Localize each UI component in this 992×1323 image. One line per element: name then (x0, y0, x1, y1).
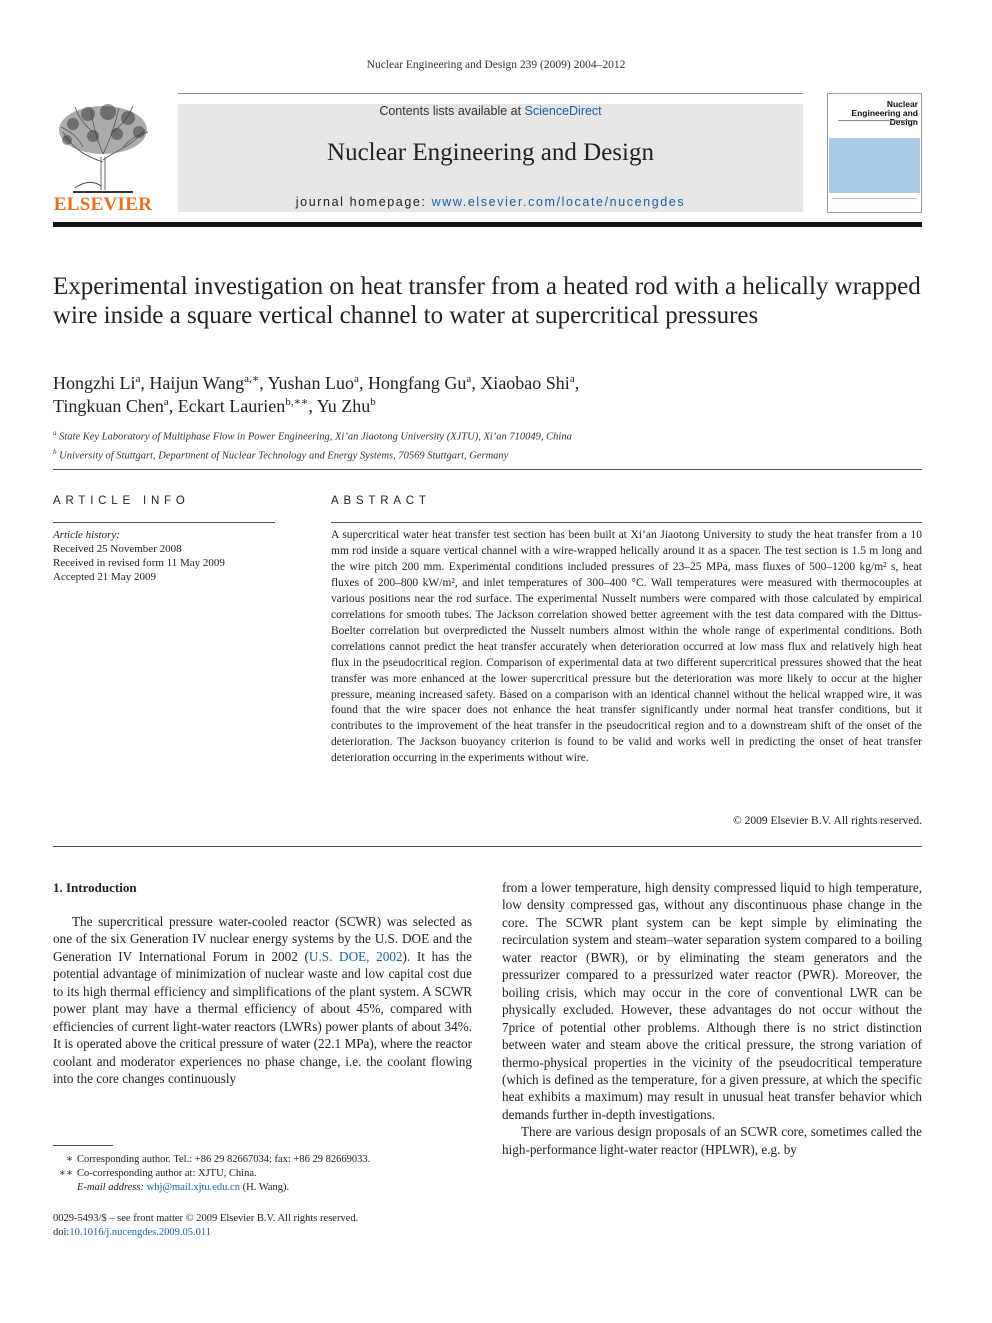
cover-subtitle-rule (838, 120, 916, 124)
article-info-rule (53, 522, 275, 523)
body-left-column (53, 913, 472, 1088)
body-right-column (502, 879, 922, 1158)
cover-blue-band (829, 138, 920, 193)
journal-cover-thumbnail (827, 93, 922, 213)
cover-footer (832, 198, 917, 207)
abstract-heading: ABSTRACT (331, 495, 431, 507)
bottom-info (53, 1212, 473, 1240)
contents-prefix: Contents lists available at (379, 104, 525, 118)
contents-line (178, 104, 803, 118)
paragraph: The supercritical pressure water-cooled reactor (SCWR) was selected as one of the six Generation IV nuclear energy systems by the U.S. DOE and the Generation IV International Forum in 2002 (U.S. DOE, 2002). It has the potential advantage of minimization of nuclear waste and low capital cost due to its high thermal efficiency and simplifications of the plant system. A SCWR power plant may have a thermal efficiency of about 45%, compared with efficiencies of current light-water reactors (LWRs) power plants of about 34%. It is operated above the critical pressure of water (22.1 MPa), where the reactor coolant and moderator experiences no phase change, i.e. the coolant flowing into the core changes continuously (53, 914, 472, 1087)
accepted-date: Accepted 21 May 2009 (53, 571, 156, 583)
copyright: © 2009 Elsevier B.V. All rights reserved. (733, 815, 922, 827)
affiliations (53, 426, 933, 463)
footnotes (53, 1153, 473, 1195)
paragraph: from a lower temperature, high density compressed liquid to high temperature, low density compressed gas, without any discontinuous phase change in the core. The SCWR plant system can be kept simple by eliminating the recirculation system and steam–water separation system compared to a boiling water reactor (BWR), or by eliminating the steam generators and the pressurizer compared to a pressurized water reactor (PWR). Moreover, the boiling crisis, which may occur in the core of conventional LWR can be physically excluded. However, these advantages do not occur without the 7price of potential other problems. Although there is no strict distinction between water and steam above the critical pressure, the strong variation of thermo-physical properties in the vicinity of the pseudocritical temperature (which is defined as the temperature, for a given pressure, at which the specific heat exhibits a maximum) may result in unusual heat transfer behavior which demands further in-depth investigations. (502, 880, 922, 1122)
homepage-link[interactable]: www.elsevier.com/locate/nucengdes (431, 195, 686, 209)
abstract-rule (331, 522, 922, 523)
footnote-email: E-mail address: whj@mail.xjtu.edu.cn (H. Wang). (77, 1182, 290, 1193)
author: Hongfang Gu$^a$, (367, 373, 481, 393)
masthead-bottom-rule (53, 222, 922, 227)
article-history (53, 528, 275, 584)
article-title (53, 272, 933, 330)
email-link[interactable]: whj@mail.xjtu.edu.cn (146, 1182, 240, 1193)
elsevier-wordmark: ELSEVIER (53, 194, 153, 215)
abstract-bottom-rule (53, 846, 922, 847)
journal-name: Nuclear Engineering and Design (327, 139, 654, 166)
homepage-line (178, 195, 803, 209)
author: Yushan Luo$^a$, (267, 373, 368, 393)
article-info-heading: ARTICLE INFO (53, 495, 190, 507)
abstract-text: A supercritical water heat transfer test section has been built at Xi’an Jiaotong University to study the heat transfer from a 10 mm rod inside a square vertical channel with a wire-wrapped helically around it as a spacer. The test section is 1.5 m long and the wire pitch 200 mm. Experimental conditions included pressures of 23–25 MPa, mass fluxes of 500–1200 kg/m² s, heat fluxes of 200–800 kW/m², and inlet temperatures of 300–400 °C. Wall temperatures were measured with thermocouples at various positions near the rod surface. The experimental Nusselt numbers were compared with those calculated by empirical correlations for smooth tubes. The Jackson correlation showed better agreement with the test data compared with the Dittus-Boelter correlation but overpredicted the Nusselt numbers almost within the whole range of experimental conditions. Both correlations cannot predict the heat transfer accurately when deterioration occurred at low mass flux and relatively high heat flux in the pseudocritical region. Comparison of experimental data at two different supercritical pressures showed that the heat transfer was more enhanced at the lower supercritical pressure but the deterioration was more likely to occur at the higher pressure, meaning increased safety. Based on a comparison with an identical channel without the helical wrapped wire, it was found that the wire spacer does not enhance the heat transfer significantly under normal heat transfer conditions, but it contributes to the improvement of the heat transfer in the pseudocritical region and to a downstream shift of the onset of the deterioration. The Jackson buoyancy criterion is found to be valid and works well in predicting the onset of heat transfer deterioration occurring in the experiments without wire. (331, 529, 922, 765)
author: Eckart Laurien$^{b,∗∗}$, (177, 396, 317, 416)
author: Yu Zhu$^b$ (316, 396, 376, 416)
history-label: Article history: (53, 529, 120, 541)
doi-line: doi:10.1016/j.nucengdes.2009.05.011 (53, 1227, 211, 1238)
cover-title: Nuclear Engineering and Design (851, 99, 918, 127)
footnote-co-corresponding: ∗∗ Co-corresponding author at: XJTU, China. (58, 1168, 257, 1179)
article-title-text: Experimental investigation on heat transfer from a heated rod with a helically wrapped wire inside a square vertical channel to water at supercritical pressures (53, 273, 921, 329)
sciencedirect-link[interactable]: ScienceDirect (524, 104, 602, 118)
author: Xiaobao Shi$^a$, (480, 373, 580, 393)
running-head: Nuclear Engineering and Design 239 (2009) 2004–2012 (366, 59, 626, 71)
footnote-corresponding: ∗ Corresponding author. Tel.: +86 29 82667034; fax: +86 29 82669033. (65, 1154, 371, 1165)
doi-link[interactable]: 10.1016/j.nucengdes.2009.05.011 (69, 1227, 211, 1238)
received-date: Received 25 November 2008 (53, 543, 182, 555)
footnote-rule (53, 1145, 113, 1146)
citation-link[interactable]: U.S. DOE, 2002 (308, 948, 403, 964)
section-title: 1. Introduction (53, 880, 137, 895)
author: Hongzhi Li$^a$, (53, 373, 150, 393)
issn-line: 0029-5493/$ – see front matter © 2009 Elsevier B.V. All rights reserved. (53, 1213, 359, 1224)
homepage-prefix: journal homepage: (295, 195, 432, 209)
revised-date: Received in revised form 11 May 2009 (53, 557, 225, 569)
affiliation-b: $^b$ University of Stuttgart, Department of Nuclear Technology and Energy Systems, 70569 Stuttgart, Germany (53, 447, 509, 461)
affiliation-a: $^a$ State Key Laboratory of Multiphase Flow in Power Engineering, Xi’an Jiaotong University (XJTU), Xi’an 710049, China (53, 429, 572, 443)
author: Tingkuan Chen$^a$, (53, 396, 178, 416)
author-list (53, 372, 933, 418)
author: Haijun Wang$^{a,∗}$, (149, 373, 268, 393)
paragraph: There are various design proposals of an SCWR core, sometimes called the high-performance light-water reactor (HPLWR), e.g. by (502, 1124, 922, 1157)
masthead-top-rule (178, 93, 803, 94)
header-divider (53, 469, 922, 470)
